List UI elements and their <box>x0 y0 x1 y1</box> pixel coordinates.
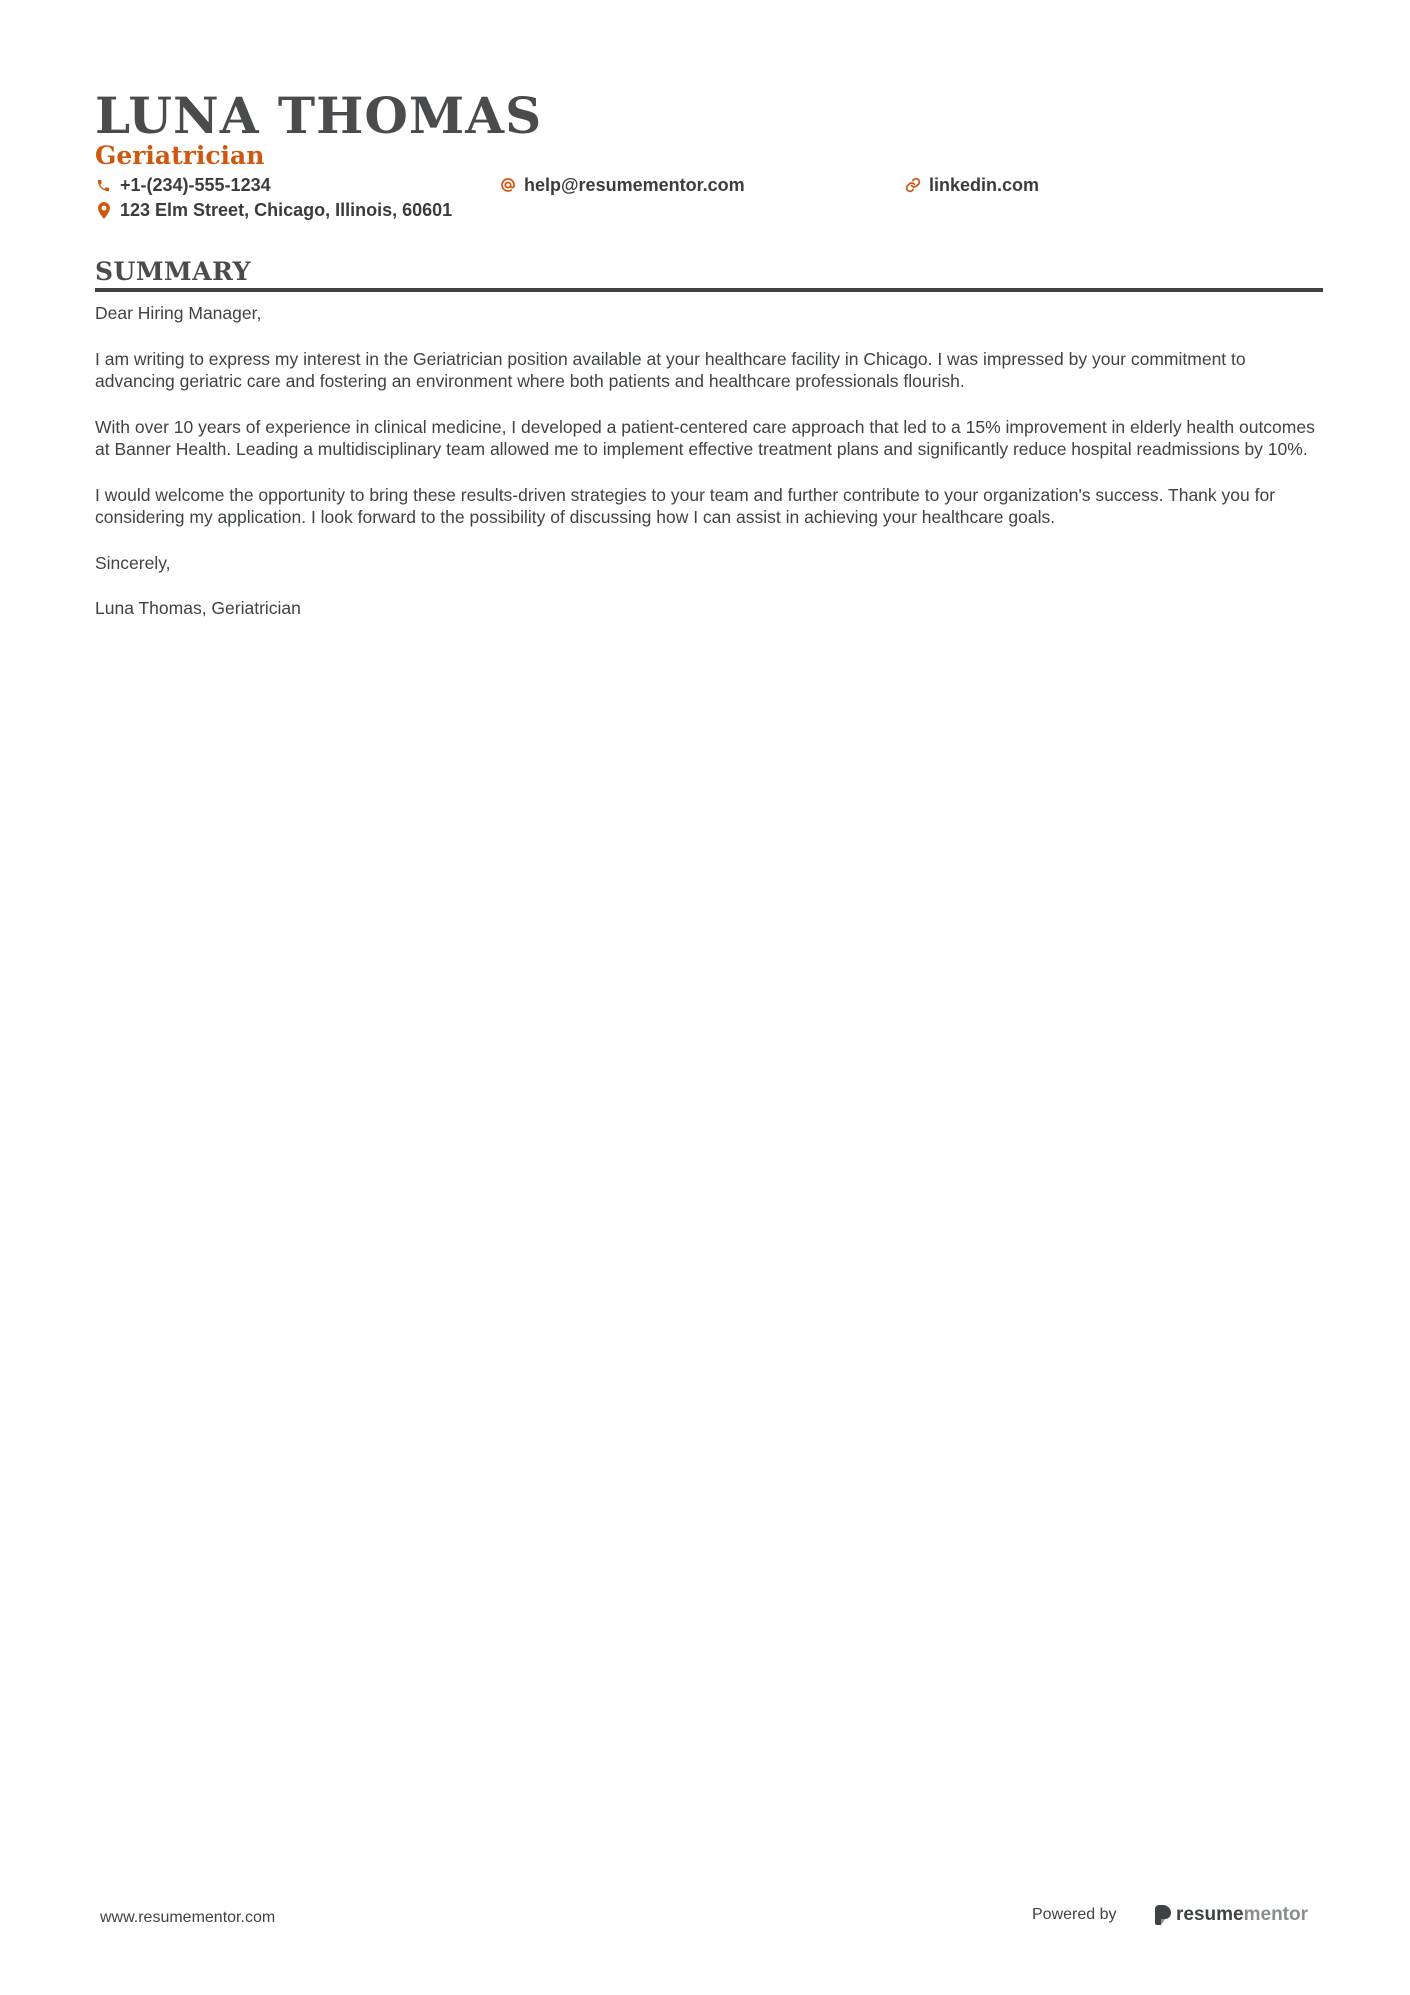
contact-address <box>95 198 452 222</box>
email-text[interactable]: help@resumementor.com <box>524 174 745 195</box>
brand-text-resume: resume <box>1176 1904 1244 1925</box>
body-paragraph: I would welcome the opportunity to bring these results-driven strategies to your team and further contribute to your organization's success. Thank you for considering my application. I look forward to the possibility of discussing how I can assist in achieving your healthcare goals. <box>95 484 1276 527</box>
body-paragraph: With over 10 years of experience in clinical medicine, I developed a patient-centered care approach that led to a 15% improvement in elderly health outcomes at Banner Health. Leading a multidisciplinary team allowed me to implement effective treatment plans and significantly reduce hospital readmissions by 10%. <box>95 416 1315 459</box>
footer-url[interactable]: www.resumementor.com <box>100 1909 276 1926</box>
closing: Sincerely, <box>95 552 171 573</box>
powered-by-label: Powered by <box>1032 1906 1117 1923</box>
contact-link <box>904 173 1039 197</box>
at-icon <box>499 177 516 194</box>
section-title-summary: SUMMARY <box>95 257 251 286</box>
location-pin-icon <box>95 202 112 219</box>
brand-text-mentor: mentor <box>1243 1904 1309 1925</box>
phone-text[interactable]: +1-(234)-555-1234 <box>120 174 271 195</box>
candidate-name: LUNA THOMAS <box>95 86 543 145</box>
phone-icon <box>95 177 112 194</box>
address-text: 123 Elm Street, Chicago, Illinois, 60601 <box>120 199 453 220</box>
section-divider <box>95 288 1323 292</box>
link-icon <box>904 177 921 194</box>
signature: Luna Thomas, Geriatrician <box>95 598 301 618</box>
letter-body <box>95 302 1323 643</box>
body-paragraph: I am writing to express my interest in the Geriatrician position available at your healthcare facility in Chicago. I was impressed by your commitment to advancing geriatric care and fostering an environment where both patients and healthcare professionals flourish. <box>95 348 1246 391</box>
link-text[interactable]: linkedin.com <box>929 174 1040 195</box>
contact-email <box>499 173 745 197</box>
contact-phone <box>95 173 271 197</box>
brand-logo[interactable] <box>1155 1901 1308 1929</box>
candidate-role: Geriatrician <box>95 141 265 170</box>
salutation: Dear Hiring Manager, <box>95 303 262 323</box>
resumementor-logo-icon <box>1155 1905 1171 1925</box>
